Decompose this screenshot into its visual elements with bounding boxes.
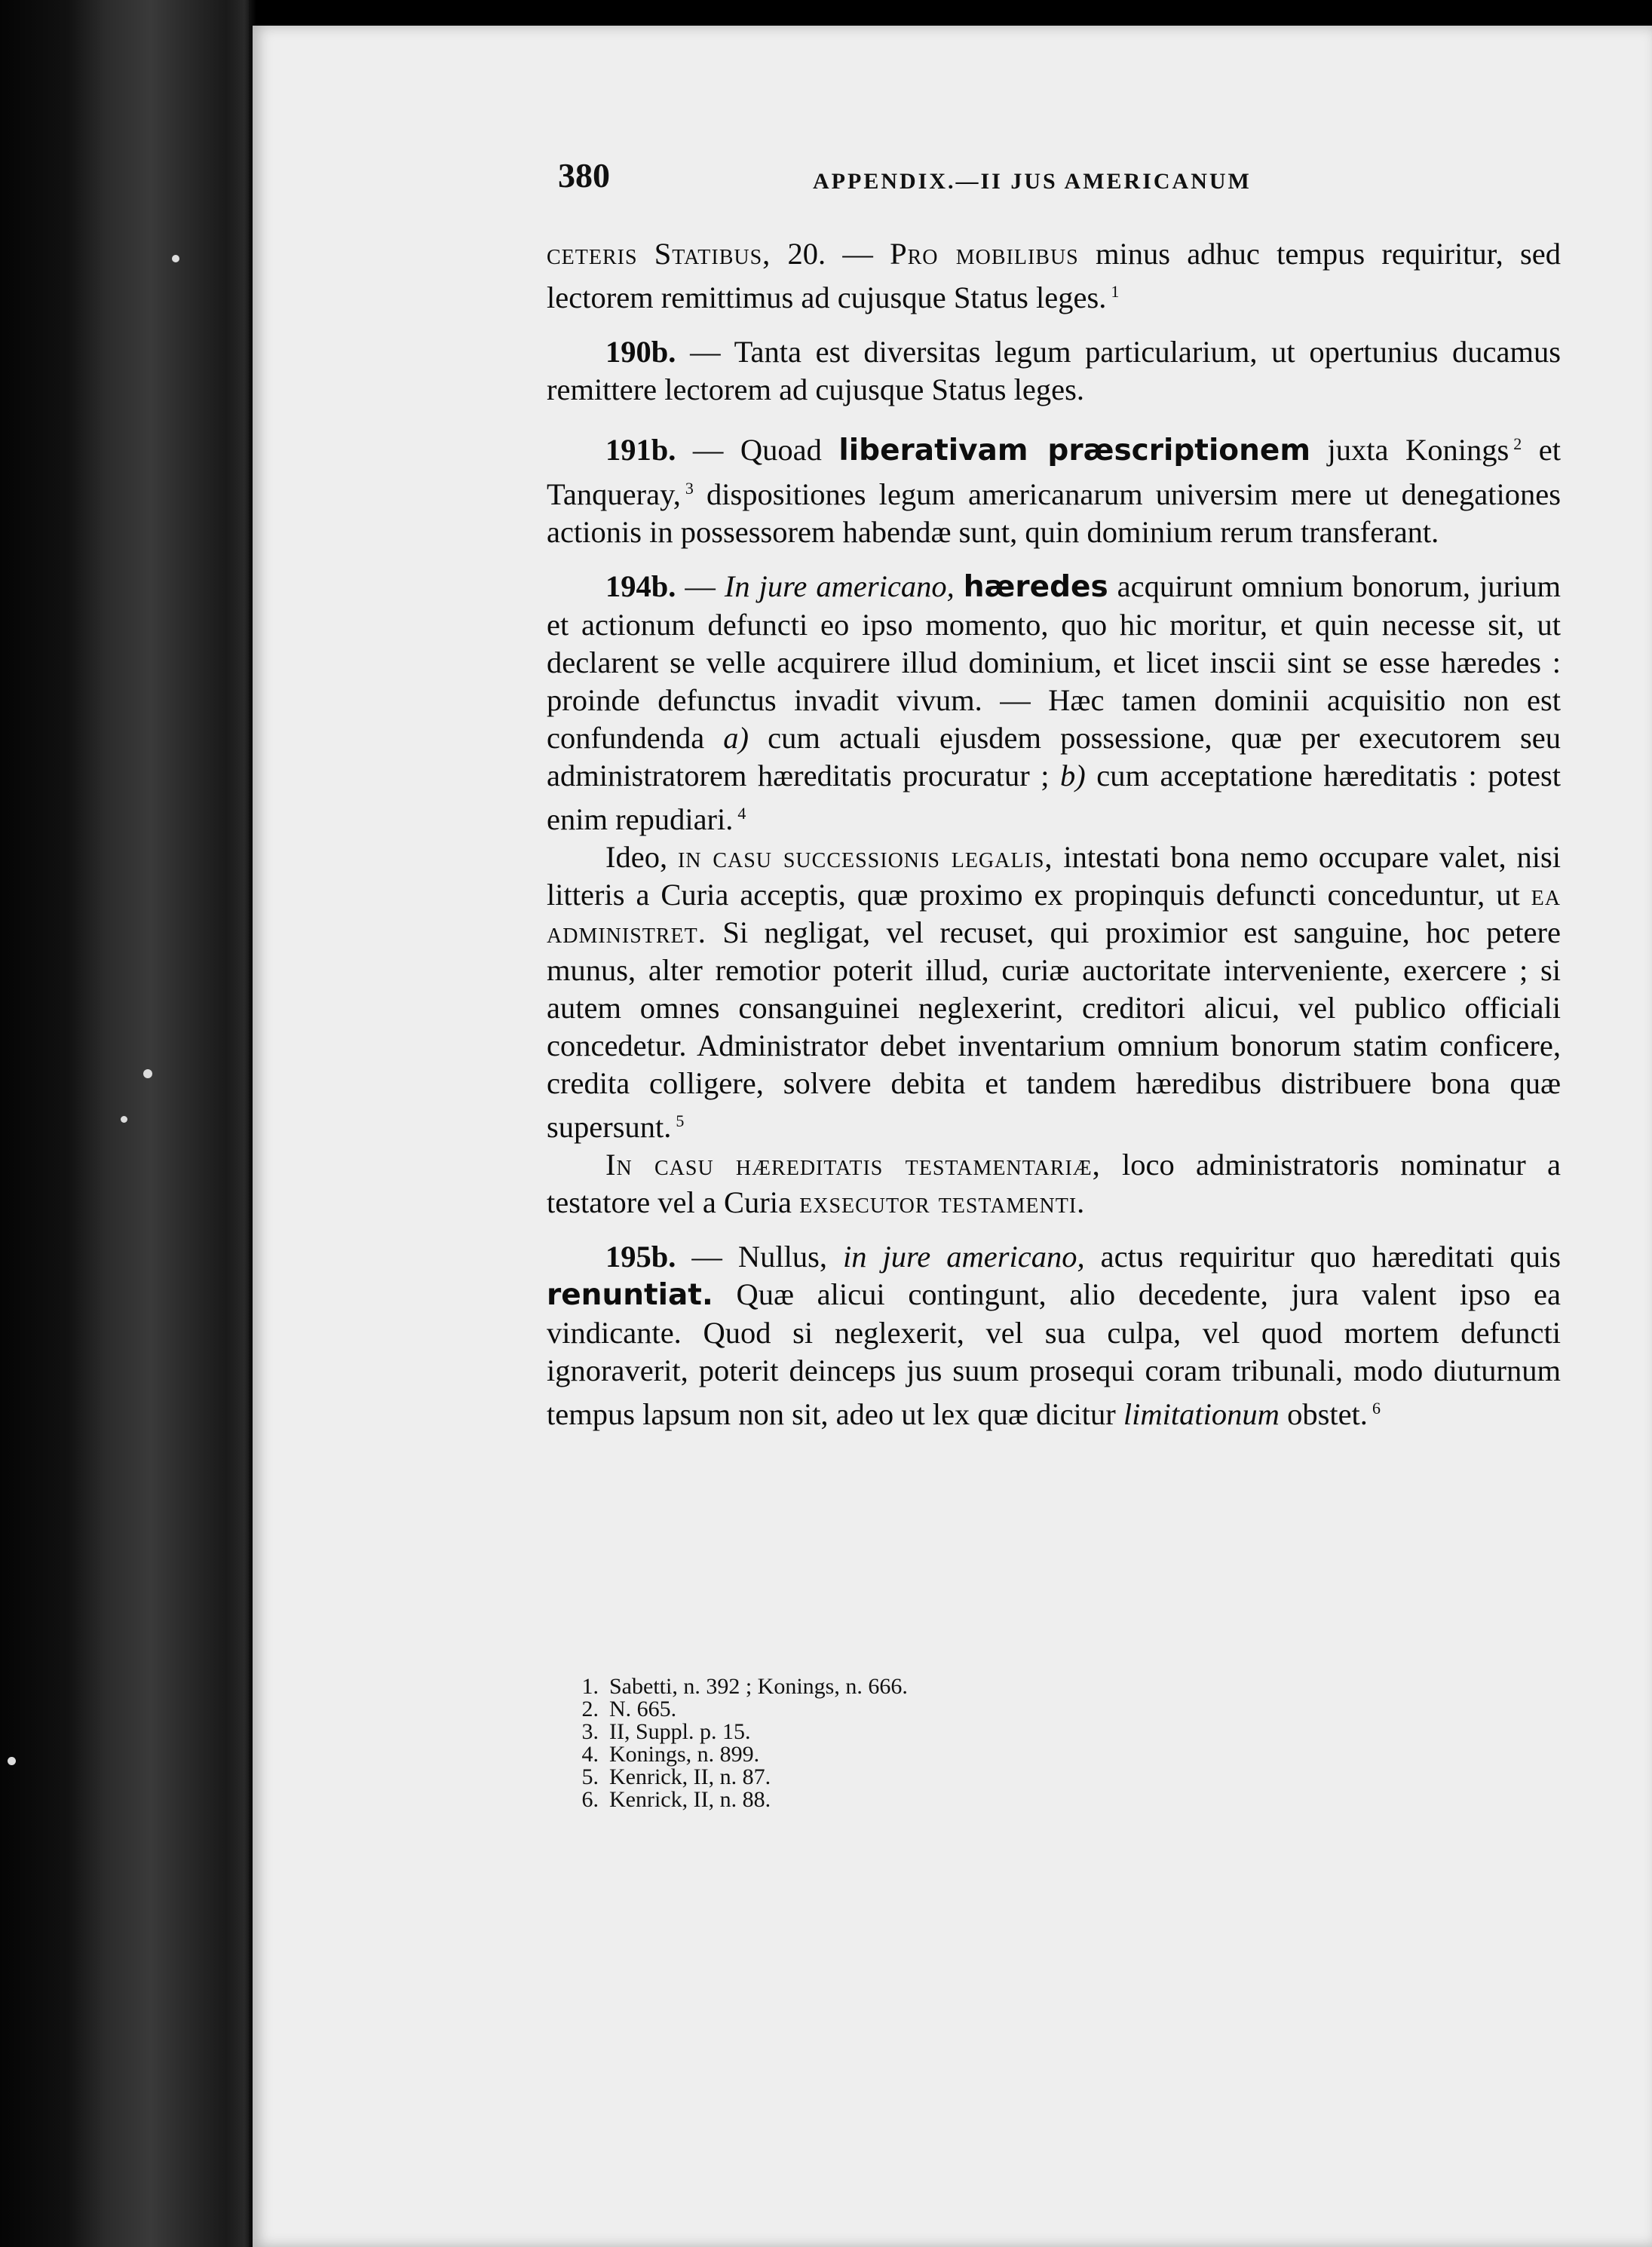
- text-span: Ideo,: [605, 840, 678, 874]
- text-span: juxta Konings: [1310, 433, 1509, 467]
- footnote-number: 6.: [581, 1787, 599, 1812]
- text-span: — Quoad: [676, 433, 839, 467]
- body-text: [547, 235, 1561, 1433]
- footnote-ref: 6: [1372, 1399, 1381, 1418]
- text-italic: in jure americano,: [843, 1240, 1085, 1274]
- text-span: cum actuali ejusdem possessione, quæ per executorem seu administratorem hæreditatis procuratur ;: [547, 721, 1562, 792]
- section-number: 194b.: [605, 569, 676, 603]
- text-span: [955, 569, 964, 603]
- footnote-ref: 2: [1513, 434, 1522, 453]
- emphasis-heavy: renuntiat.: [547, 1278, 713, 1312]
- footnote-item: [567, 1698, 1246, 1721]
- text-span: — Nullus,: [676, 1240, 844, 1274]
- section-number: 191b.: [605, 433, 676, 467]
- footnote-item: [567, 1743, 1246, 1766]
- text-smallcaps: In casu hæreditatis testamentariæ,: [605, 1148, 1101, 1182]
- text-span: Pro mobilibus: [890, 237, 1079, 271]
- paragraph-195b: [547, 1238, 1561, 1433]
- text-span: actus requiritur quo hæreditati quis: [1084, 1240, 1561, 1274]
- footnote-ref: 3: [685, 479, 694, 498]
- text-smallcaps: ea administret.: [547, 878, 1561, 949]
- footnote-number: 3.: [581, 1719, 599, 1744]
- emphasis-heavy: hæredes: [963, 570, 1108, 604]
- footnote-text: Konings, n. 899.: [609, 1742, 760, 1767]
- paragraph-190b: [547, 333, 1561, 409]
- footnote-number: 2.: [581, 1697, 599, 1721]
- book-spine: [0, 0, 249, 2247]
- text-span: Quæ alicui contingunt, alio decedente, jura valent ipso ea vindicante. Quod si neglexerit, vel sua culpa, vel quod mortem defuncti ignoraverit, poterit deinceps jus suum prosequi coram tribunali, modo diuturnum tempus lapsum non sit, adeo ut lex quæ dicitur: [547, 1277, 1561, 1431]
- text-span: loco administratoris nominatur a testatore vel a Curia: [547, 1148, 1561, 1219]
- text-italic: b): [1060, 759, 1086, 792]
- text-span: acquirunt omnium bonorum, jurium et actionum defuncti eo ipso momento, quo hic moritur, et quin necesse sit, ut declarent se velle acquirere illud dominium, et licet inscii sint se esse hæredes : proinde defunctus invadit vivum. — Hæc tamen dominii acquisitio non est confundenda: [547, 569, 1562, 755]
- footnote-ref: 1: [1111, 282, 1120, 301]
- text-span: — Tanta est diversitas legum particularium, ut opertunius ducamus remittere lectorem ad cujusque Status leges.: [547, 335, 1561, 406]
- scan-speck: [121, 1116, 127, 1123]
- section-number: 190b.: [605, 335, 676, 369]
- paragraph-194b: [547, 568, 1561, 838]
- footnote-text: Sabetti, n. 392 ; Konings, n. 666.: [609, 1674, 908, 1699]
- footnote-text: II, Suppl. p. 15.: [609, 1719, 751, 1744]
- text-span: dispositiones legum americanarum universim mere ut denegationes actionis in possessorem habendæ sunt, quin dominium rerum transferant.: [547, 477, 1561, 549]
- text-span: obstet.: [1279, 1397, 1368, 1431]
- text-span: Statibus,: [654, 237, 771, 271]
- paragraph-ceteris: [547, 235, 1561, 317]
- text-span: —: [676, 569, 725, 603]
- text-italic: limitationum: [1123, 1397, 1280, 1431]
- scan-speck: [172, 255, 179, 262]
- footnote-item: [567, 1789, 1246, 1811]
- scan-speck: [143, 1069, 152, 1078]
- footnote-text: N. 665.: [609, 1697, 677, 1721]
- footnote-number: 4.: [581, 1742, 599, 1767]
- text-smallcaps: in casu successionis legalis,: [677, 840, 1053, 874]
- page-header: [558, 155, 1652, 208]
- footnote-item: [567, 1721, 1246, 1743]
- footnote-item: [567, 1766, 1246, 1789]
- footnote-ref: 5: [676, 1111, 685, 1130]
- text-span: 20. —: [771, 237, 890, 271]
- page-number: 380: [558, 156, 610, 195]
- text-italic: a): [723, 721, 749, 755]
- text-span: Si negligat, vel recuset, qui proximior est sanguine, hoc petere munus, alter remotior poterit illud, curiæ auctoritate interveniente, exercere ; si autem omnes consanguinei neglexerint, creditori alicui, vel publico officiali concedetur. Administrator debet inventarium omnium bonorum statim conficere, credita colligere, solvere debita et tandem hæredibus distribuere bona quæ supersunt.: [547, 915, 1561, 1144]
- paragraph-in-casu: [547, 1146, 1561, 1222]
- spine-edge-shadow: [226, 0, 256, 2247]
- text-span: minus adhuc tempus requiritur, sed lectorem remittimus ad cujusque Status leges.: [547, 237, 1561, 314]
- footnotes: [567, 1675, 1246, 1811]
- text-italic: In jure americano,: [724, 569, 955, 603]
- footnote-number: 1.: [581, 1674, 599, 1699]
- footnote-text: Kenrick, II, n. 88.: [609, 1787, 771, 1812]
- footnote-number: 5.: [581, 1764, 599, 1789]
- section-number: 195b.: [605, 1240, 676, 1274]
- text-span: ceteris: [547, 237, 638, 271]
- text-smallcaps: exsecutor testamenti.: [799, 1185, 1086, 1219]
- emphasis-heavy: liberativam præscriptionem: [838, 434, 1310, 467]
- text-span: cum acceptatione hæreditatis : potest enim repudiari.: [547, 759, 1561, 836]
- footnote-text: Kenrick, II, n. 87.: [609, 1764, 771, 1789]
- paragraph-ideo: [547, 838, 1561, 1146]
- running-head: APPENDIX.—II JUS AMERICANUM: [813, 169, 1252, 194]
- footnote-ref: 4: [737, 804, 746, 823]
- text-span: intestati bona nemo occupare valet, nisi litteris a Curia acceptis, quæ proximo ex propinquis defuncti conceduntur, ut: [547, 840, 1561, 912]
- scan-speck: [8, 1757, 16, 1765]
- paragraph-191b: [547, 425, 1561, 551]
- text-span: et Tanqueray,: [547, 433, 1561, 511]
- footnote-item: [567, 1675, 1246, 1698]
